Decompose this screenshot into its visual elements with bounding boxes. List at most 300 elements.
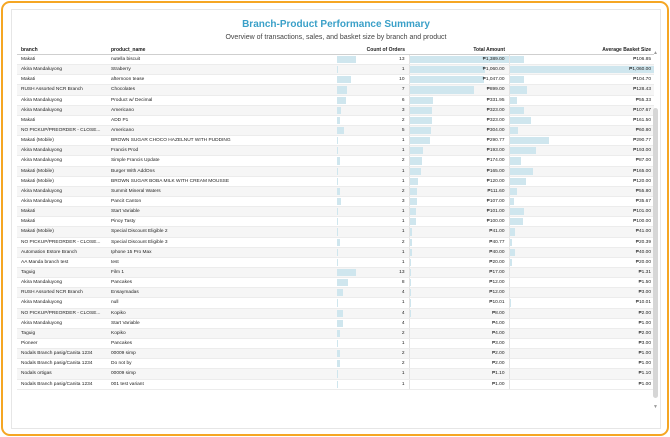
cell-count-of-orders: [337, 136, 409, 146]
cell-branch: Makati (Mobile): [17, 227, 107, 237]
table-row[interactable]: [17, 55, 654, 65]
cell-product-name: Special Discount Eligible 3: [107, 237, 337, 247]
cell-total-amount-value: ₱2.00: [491, 351, 505, 357]
cell-total-amount-bar: [410, 76, 484, 83]
scroll-down-arrow-icon[interactable]: ▼: [653, 404, 658, 410]
cell-branch: Nodals Branch pasig/Canita 1234: [17, 349, 107, 359]
cell-total-amount-value: ₱2.00: [491, 361, 505, 367]
cell-average-basket-size-value: ₱60.80: [635, 128, 651, 134]
cell-average-basket-size-value: ₱20.39: [635, 239, 651, 245]
cell-total-amount: [409, 308, 509, 318]
table-row[interactable]: [17, 338, 654, 348]
cell-product-name: Film 1: [107, 267, 337, 277]
cell-product-name: Start Variable: [107, 318, 337, 328]
cell-total-amount-bar: [410, 66, 485, 73]
cell-count-of-orders-bar: [337, 330, 340, 337]
report-card: [11, 9, 661, 429]
cell-average-basket-size: [509, 257, 654, 267]
cell-total-amount-bar: [410, 228, 413, 235]
cell-branch: Makati (Mobile): [17, 166, 107, 176]
cell-average-basket-size-value: ₱106.85: [633, 57, 651, 63]
cell-average-basket-size: [509, 227, 654, 237]
column-header-count-of-orders[interactable]: Count of Orders: [337, 46, 409, 55]
cell-average-basket-size: [509, 318, 654, 328]
cell-average-basket-size-value: ₱2.00: [638, 310, 651, 316]
cell-total-amount-bar: [410, 239, 413, 246]
cell-count-of-orders-value: 2: [401, 330, 405, 336]
cell-branch: Akira Mandaluyong: [17, 298, 107, 308]
cell-count-of-orders-bar: [337, 239, 340, 246]
cell-count-of-orders: [337, 288, 409, 298]
cell-average-basket-size: [509, 176, 654, 186]
cell-total-amount-value: ₱1,047.00: [482, 77, 505, 83]
cell-branch: Makati: [17, 55, 107, 65]
table-row[interactable]: [17, 196, 654, 206]
cell-product-name: Francis Prod: [107, 146, 337, 156]
cell-total-amount: [409, 166, 509, 176]
cell-average-basket-size-value: ₱120.00: [633, 178, 651, 184]
column-header-total-amount[interactable]: Total Amount: [409, 46, 509, 55]
cell-count-of-orders-value: 1: [401, 148, 405, 154]
cell-branch: Nodals Branch pasig/Canita 1234: [17, 359, 107, 369]
cell-count-of-orders-bar: [337, 97, 346, 104]
performance-table: [17, 46, 654, 390]
cell-average-basket-size-value: ₱193.00: [633, 148, 651, 154]
cell-total-amount: [409, 288, 509, 298]
cell-total-amount-bar: [410, 107, 433, 114]
cell-product-name: Pancakes: [107, 338, 337, 348]
cell-total-amount: [409, 359, 509, 369]
cell-total-amount-bar: [410, 310, 412, 317]
cell-total-amount-bar: [410, 198, 418, 205]
cell-average-basket-size: [509, 166, 654, 176]
cell-average-basket-size-value: ₱10.01: [635, 300, 651, 306]
cell-average-basket-size-bar: [510, 208, 525, 215]
cell-product-name: Kopiko: [107, 328, 337, 338]
cell-product-name: 00009 simp: [107, 369, 337, 379]
table-row[interactable]: [17, 75, 654, 85]
table-row[interactable]: [17, 298, 654, 308]
cell-average-basket-size-value: ₱1.00: [638, 361, 651, 367]
cell-total-amount-bar: [410, 289, 412, 296]
cell-product-name: Kopiko: [107, 308, 337, 318]
cell-average-basket-size: [509, 156, 654, 166]
cell-product-name: Iphone 15 Pro Max: [107, 247, 337, 257]
cell-count-of-orders-bar: [337, 157, 340, 164]
cell-product-name: 00009 simp: [107, 349, 337, 359]
scroll-up-arrow-icon[interactable]: ▲: [653, 50, 658, 56]
cell-product-name: test: [107, 257, 337, 267]
cell-total-amount-bar: [410, 97, 434, 104]
cell-branch: Taguig: [17, 328, 107, 338]
table-row[interactable]: [17, 146, 654, 156]
cell-total-amount-bar: [410, 137, 431, 144]
cell-average-basket-size: [509, 237, 654, 247]
cell-count-of-orders-value: 4: [401, 310, 405, 316]
cell-average-basket-size: [509, 298, 654, 308]
table-row[interactable]: [17, 359, 654, 369]
cell-count-of-orders: [337, 65, 409, 75]
cell-total-amount-bar: [410, 279, 412, 286]
cell-average-basket-size-value: ₱128.43: [633, 87, 651, 93]
cell-count-of-orders: [337, 75, 409, 85]
cell-count-of-orders: [337, 227, 409, 237]
cell-total-amount: [409, 176, 509, 186]
cell-total-amount: [409, 186, 509, 196]
cell-total-amount: [409, 105, 509, 115]
cell-total-amount: [409, 136, 509, 146]
cell-product-name: Pancit Canton: [107, 196, 337, 206]
cell-total-amount: [409, 156, 509, 166]
cell-total-amount: [409, 227, 509, 237]
cell-product-name: Burger With AddOns: [107, 166, 337, 176]
cell-count-of-orders-value: 1: [401, 178, 405, 184]
cell-average-basket-size: [509, 308, 654, 318]
cell-product-name: Ensaymadas: [107, 288, 337, 298]
report-subtitle: Overview of transactions, sales, and basket size by branch and product: [225, 34, 447, 41]
vertical-scrollbar[interactable]: [653, 50, 658, 410]
cell-count-of-orders: [337, 247, 409, 257]
cell-average-basket-size: [509, 115, 654, 125]
cell-average-basket-size-value: ₱1.50: [638, 280, 651, 286]
cell-branch: Akira Mandaluyong: [17, 105, 107, 115]
cell-count-of-orders-value: 1: [401, 67, 405, 73]
table-row[interactable]: [17, 247, 654, 257]
cell-average-basket-size-bar: [510, 147, 536, 154]
cell-average-basket-size-bar: [510, 127, 519, 134]
cell-average-basket-size-value: ₱55.80: [635, 188, 651, 194]
table-row[interactable]: [17, 125, 654, 135]
column-header-product-name[interactable]: product_name: [107, 46, 337, 55]
cell-count-of-orders-bar: [337, 66, 338, 73]
cell-average-basket-size: [509, 217, 654, 227]
cell-count-of-orders-bar: [337, 188, 340, 195]
table-row[interactable]: [17, 166, 654, 176]
cell-average-basket-size-value: ₱1.10: [638, 371, 651, 377]
cell-total-amount-value: ₱17.00: [489, 270, 505, 276]
cell-average-basket-size-value: ₱41.00: [635, 229, 651, 235]
cell-total-amount-value: ₱3.00: [491, 341, 505, 346]
table-row[interactable]: [17, 257, 654, 267]
table-row[interactable]: [17, 267, 654, 277]
cell-count-of-orders-value: 1: [401, 381, 405, 387]
cell-count-of-orders-bar: [337, 107, 341, 114]
cell-product-name: Chocolates: [107, 85, 337, 95]
cell-count-of-orders-bar: [337, 249, 338, 256]
cell-average-basket-size: [509, 328, 654, 338]
cell-total-amount: [409, 338, 509, 348]
cell-average-basket-size-bar: [510, 228, 516, 235]
cell-branch: Makati: [17, 75, 107, 85]
table-row[interactable]: [17, 186, 654, 196]
cell-count-of-orders-bar: [337, 218, 338, 225]
cell-count-of-orders-bar: [337, 350, 340, 357]
cell-product-name: Straberry: [107, 65, 337, 75]
cell-count-of-orders: [337, 328, 409, 338]
cell-total-amount-value: ₱165.00: [486, 168, 505, 174]
report-title: Branch-Product Performance Summary: [242, 19, 430, 30]
cell-product-name: Start Variable: [107, 207, 337, 217]
cell-total-amount-bar: [410, 299, 412, 306]
cell-branch: Makati (Mobile): [17, 136, 107, 146]
cell-total-amount: [409, 328, 509, 338]
cell-total-amount-value: ₱331.95: [486, 97, 505, 103]
cell-total-amount: [409, 318, 509, 328]
cell-branch: NO PICKUP/PREORDER - CLOSE...: [17, 308, 107, 318]
table-row[interactable]: [17, 349, 654, 359]
cell-count-of-orders-value: 2: [401, 351, 405, 357]
cell-total-amount: [409, 267, 509, 277]
cell-average-basket-size: [509, 349, 654, 359]
cell-average-basket-size-bar: [510, 56, 525, 63]
cell-count-of-orders-value: 2: [401, 361, 405, 367]
cell-average-basket-size-value: ₱20.00: [635, 259, 651, 265]
scroll-thumb[interactable]: [653, 108, 658, 398]
cell-count-of-orders-value: 1: [401, 219, 405, 225]
column-header-branch[interactable]: branch: [17, 46, 107, 55]
cell-total-amount-value: ₱12.00: [489, 290, 505, 296]
cell-average-basket-size: [509, 288, 654, 298]
cell-count-of-orders-value: 5: [401, 128, 405, 134]
cell-count-of-orders: [337, 308, 409, 318]
cell-average-basket-size: [509, 369, 654, 379]
cell-average-basket-size-value: ₱2.00: [638, 330, 651, 336]
cell-count-of-orders-value: 13: [399, 57, 405, 63]
cell-total-amount-bar: [410, 208, 417, 215]
cell-count-of-orders-value: 6: [401, 97, 405, 103]
cell-product-name: Special Discount Eligible 2: [107, 227, 337, 237]
cell-total-amount-bar: [410, 127, 432, 134]
cell-average-basket-size-bar: [510, 188, 517, 195]
cell-average-basket-size-value: ₱1.31: [638, 270, 651, 276]
cell-average-basket-size: [509, 278, 654, 288]
cell-product-name: afternoon tease: [107, 75, 337, 85]
cell-average-basket-size-value: ₱161.50: [633, 117, 651, 123]
cell-count-of-orders-bar: [337, 381, 338, 388]
cell-total-amount-value: ₱899.00: [486, 87, 505, 93]
cell-product-name: Pinoy Tasty: [107, 217, 337, 227]
cell-average-basket-size-bar: [510, 157, 522, 164]
table-row[interactable]: [17, 227, 654, 237]
cell-average-basket-size-value: ₱290.77: [633, 138, 651, 144]
cell-average-basket-size-value: ₱40.00: [635, 249, 651, 255]
cell-average-basket-size-value: ₱1,060.00: [629, 67, 651, 73]
cell-count-of-orders: [337, 196, 409, 206]
cell-total-amount: [409, 75, 509, 85]
cell-count-of-orders-value: 1: [401, 259, 405, 265]
table-row[interactable]: [17, 217, 654, 227]
cell-branch: Nodals ortigas: [17, 369, 107, 379]
cell-count-of-orders: [337, 55, 409, 65]
cell-total-amount: [409, 55, 509, 65]
cell-count-of-orders-bar: [337, 56, 356, 63]
cell-average-basket-size-value: ₱107.67: [633, 107, 651, 113]
cell-branch: RUSH Assorted NCR Branch: [17, 85, 107, 95]
cell-count-of-orders-value: 1: [401, 341, 405, 346]
cell-total-amount-value: ₱1,060.00: [482, 67, 505, 73]
cell-average-basket-size-value: ₱3.00: [638, 290, 651, 296]
cell-branch: Makati: [17, 207, 107, 217]
cell-total-amount: [409, 278, 509, 288]
cell-branch: Akira Mandaluyong: [17, 95, 107, 105]
cell-average-basket-size-value: ₱104.70: [633, 77, 651, 83]
cell-count-of-orders-bar: [337, 340, 338, 347]
cell-count-of-orders-value: 1: [401, 168, 405, 174]
cell-product-name: BROWN SUGAR CHOCO HAZELNUT WITH PUDDING: [107, 136, 337, 146]
cell-count-of-orders: [337, 237, 409, 247]
cell-total-amount: [409, 247, 509, 257]
table-row[interactable]: [17, 176, 654, 186]
table-row[interactable]: [17, 207, 654, 217]
cell-average-basket-size: [509, 186, 654, 196]
table-row[interactable]: [17, 288, 654, 298]
cell-count-of-orders: [337, 115, 409, 125]
cell-count-of-orders: [337, 278, 409, 288]
cell-count-of-orders-value: 3: [401, 199, 405, 205]
cell-count-of-orders-value: 10: [399, 77, 405, 83]
cell-total-amount-value: ₱174.00: [486, 158, 505, 164]
cell-branch: Makati (Mobile): [17, 176, 107, 186]
cell-product-name: ADD P1: [107, 115, 337, 125]
cell-count-of-orders-bar: [337, 168, 338, 175]
cell-count-of-orders-bar: [337, 86, 347, 93]
cell-count-of-orders-value: 1: [401, 138, 405, 144]
cell-count-of-orders-value: 2: [401, 117, 405, 123]
table-row[interactable]: [17, 328, 654, 338]
cell-total-amount-bar: [410, 117, 433, 124]
cell-branch: Akira Mandaluyong: [17, 186, 107, 196]
cell-branch: AA Manda branch test: [17, 257, 107, 267]
cell-average-basket-size: [509, 105, 654, 115]
cell-average-basket-size-value: ₱35.67: [635, 199, 651, 205]
cell-total-amount-value: ₱107.00: [486, 199, 505, 205]
cell-branch: Akira Mandaluyong: [17, 65, 107, 75]
cell-count-of-orders: [337, 207, 409, 217]
cell-count-of-orders-value: 7: [401, 87, 405, 93]
cell-count-of-orders: [337, 349, 409, 359]
cell-total-amount-value: ₱1.10: [491, 371, 505, 377]
cell-count-of-orders-bar: [337, 208, 338, 215]
cell-average-basket-size-bar: [510, 97, 517, 104]
table-row[interactable]: [17, 65, 654, 75]
cell-average-basket-size-value: ₱100.00: [633, 219, 651, 225]
cell-total-amount-bar: [410, 147, 424, 154]
cell-total-amount-value: ₱120.00: [486, 178, 505, 184]
cell-total-amount: [409, 115, 509, 125]
cell-total-amount-bar: [410, 259, 412, 266]
cell-branch: RUSH Assorted NCR Branch: [17, 288, 107, 298]
cell-count-of-orders-value: 8: [401, 280, 405, 286]
cell-total-amount-value: ₱1.00: [491, 381, 505, 387]
cell-total-amount: [409, 379, 509, 389]
cell-count-of-orders-bar: [337, 299, 338, 306]
cell-count-of-orders: [337, 95, 409, 105]
cell-product-name: Pancakes: [107, 278, 337, 288]
cell-product-name: Americano: [107, 125, 337, 135]
cell-total-amount-value: ₱101.00: [486, 209, 505, 215]
table-row[interactable]: [17, 237, 654, 247]
cell-total-amount-bar: [410, 168, 422, 175]
cell-count-of-orders-value: 1: [401, 300, 405, 306]
cell-count-of-orders-bar: [337, 320, 343, 327]
cell-average-basket-size-value: ₱101.00: [633, 209, 651, 215]
cell-total-amount: [409, 237, 509, 247]
table-header-row: [17, 46, 654, 55]
cell-count-of-orders-value: 2: [401, 239, 405, 245]
table-container[interactable]: [17, 46, 654, 416]
cell-average-basket-size: [509, 359, 654, 369]
cell-total-amount-value: ₱323.00: [486, 107, 505, 113]
cell-average-basket-size-value: ₱1.00: [638, 320, 651, 326]
cell-average-basket-size: [509, 146, 654, 156]
cell-count-of-orders: [337, 176, 409, 186]
table-row[interactable]: [17, 308, 654, 318]
cell-count-of-orders-value: 4: [401, 290, 405, 296]
cell-count-of-orders-bar: [337, 117, 340, 124]
table-row[interactable]: [17, 105, 654, 115]
cell-average-basket-size: [509, 379, 654, 389]
cell-count-of-orders-bar: [337, 127, 344, 134]
table-body: [17, 55, 654, 390]
cell-average-basket-size-bar: [510, 198, 514, 205]
table-row[interactable]: [17, 379, 654, 389]
cell-average-basket-size: [509, 125, 654, 135]
cell-average-basket-size-bar: [510, 259, 513, 266]
table-row[interactable]: [17, 156, 654, 166]
cell-count-of-orders: [337, 125, 409, 135]
cell-count-of-orders: [337, 369, 409, 379]
cell-count-of-orders-bar: [337, 370, 338, 377]
table-row[interactable]: [17, 85, 654, 95]
table-row[interactable]: [17, 136, 654, 146]
table-row[interactable]: [17, 369, 654, 379]
cell-count-of-orders: [337, 338, 409, 348]
cell-total-amount-value: ₱193.00: [486, 148, 505, 154]
cell-total-amount-value: ₱1,389.00: [482, 57, 505, 63]
cell-average-basket-size: [509, 55, 654, 65]
cell-average-basket-size: [509, 247, 654, 257]
cell-total-amount-value: ₱290.77: [486, 138, 505, 144]
cell-branch: Akira Mandaluyong: [17, 278, 107, 288]
cell-total-amount-bar: [410, 218, 417, 225]
cell-total-amount-value: ₱111.60: [487, 188, 505, 194]
cell-total-amount-value: ₱40.00: [489, 249, 505, 255]
cell-count-of-orders-value: 2: [401, 158, 405, 164]
cell-average-basket-size-bar: [510, 137, 549, 144]
cell-average-basket-size-bar: [510, 299, 512, 306]
cell-total-amount: [409, 65, 509, 75]
cell-total-amount-value: ₱12.00: [489, 280, 505, 286]
cell-average-basket-size-value: ₱87.00: [635, 158, 651, 164]
table-row[interactable]: [17, 318, 654, 328]
cell-count-of-orders-value: 1: [401, 229, 405, 235]
cell-average-basket-size-bar: [510, 249, 516, 256]
cell-count-of-orders-value: 4: [401, 320, 405, 326]
column-header-average-basket-size[interactable]: Average Basket Size: [509, 46, 654, 55]
cell-total-amount-bar: [410, 249, 413, 256]
cell-count-of-orders-bar: [337, 310, 343, 317]
table-row[interactable]: [17, 278, 654, 288]
cell-average-basket-size-bar: [510, 76, 525, 83]
table-row[interactable]: [17, 95, 654, 105]
table-row[interactable]: [17, 115, 654, 125]
cell-average-basket-size-bar: [510, 107, 525, 114]
cell-product-name: Simple Francis Update: [107, 156, 337, 166]
cell-average-basket-size: [509, 95, 654, 105]
cell-average-basket-size: [509, 338, 654, 348]
cell-total-amount-bar: [410, 157, 423, 164]
cell-total-amount-bar: [410, 188, 418, 195]
